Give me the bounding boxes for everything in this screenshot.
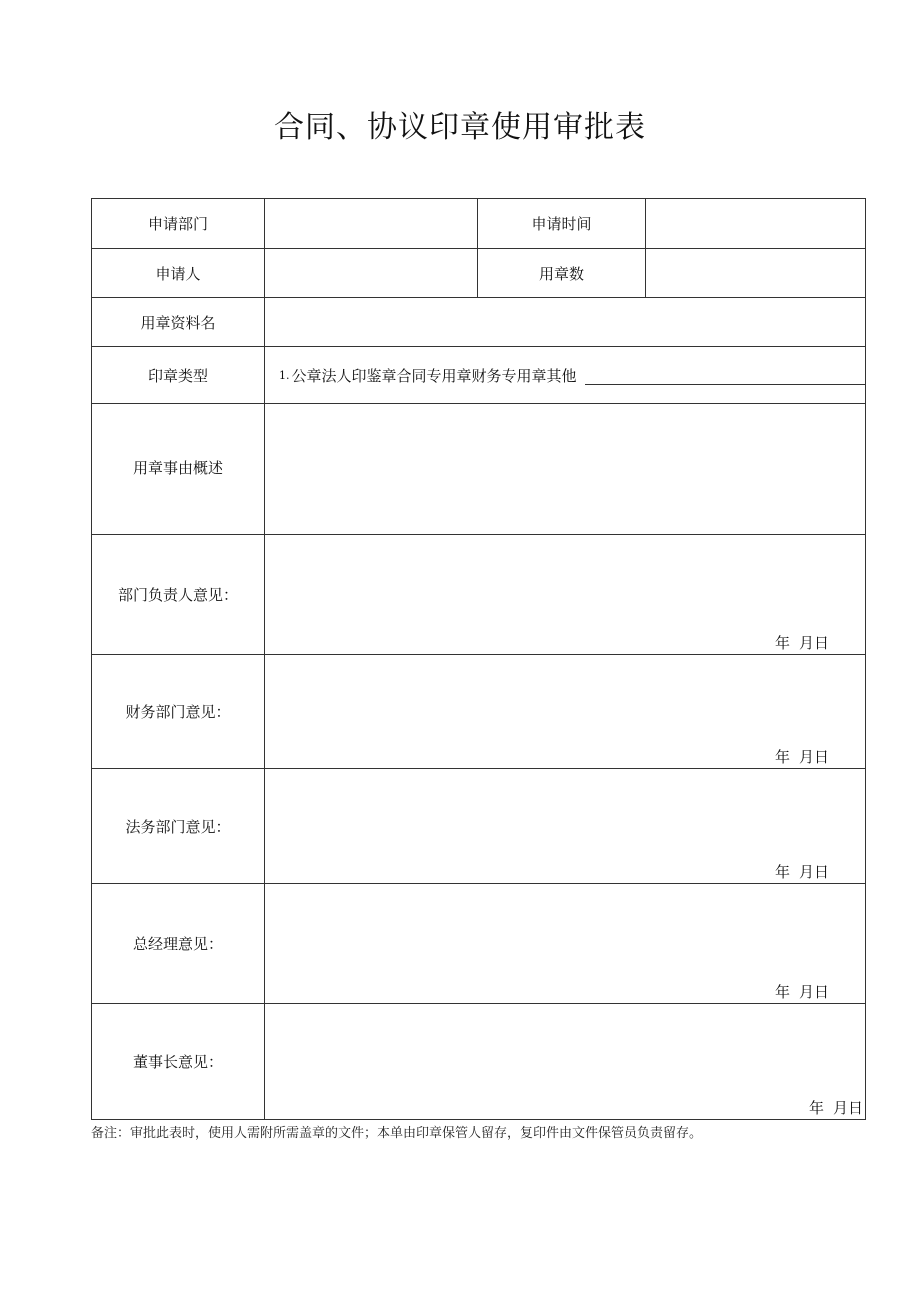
row-gm-opinion <box>92 884 866 1004</box>
apply-dept-field[interactable] <box>265 199 478 249</box>
dept-head-date: 年 月日 <box>774 634 829 652</box>
seal-count-field[interactable] <box>646 249 866 298</box>
apply-dept-label: 申请部门 <box>92 199 265 249</box>
row-apply-dept <box>92 199 866 249</box>
gm-date: 年 月日 <box>774 983 829 1001</box>
chairman-opinion-label: 董事长意见： <box>92 1004 265 1120</box>
legal-date: 年 月日 <box>774 863 829 881</box>
finance-date: 年 月日 <box>774 748 829 766</box>
gm-opinion-field[interactable] <box>265 884 866 1004</box>
document-title: 合同、协议印章使用审批表 <box>274 110 646 145</box>
row-finance-opinion <box>92 655 866 769</box>
reason-label: 用章事由概述 <box>92 404 265 535</box>
reason-field[interactable] <box>265 404 866 535</box>
applicant-field[interactable] <box>265 249 478 298</box>
row-material-name <box>92 298 866 347</box>
legal-opinion-label: 法务部门意见： <box>92 769 265 884</box>
apply-time-field[interactable] <box>646 199 866 249</box>
footer-note: 备注：审批此表时，使用人需附所需盖章的文件；本单由印章保管人留存，复印件由文件保管员负责留存。 <box>91 1126 703 1141</box>
row-dept-head-opinion <box>92 535 866 655</box>
seal-type-cell <box>265 347 866 404</box>
chairman-opinion-field[interactable] <box>265 1004 866 1120</box>
row-reason <box>92 404 866 535</box>
row-applicant <box>92 249 866 298</box>
seal-type-number: 1. <box>279 368 290 382</box>
chairman-date: 年 月日 <box>808 1099 863 1117</box>
legal-opinion-field[interactable] <box>265 769 866 884</box>
seal-count-label: 用章数 <box>478 249 646 298</box>
seal-type-other-blank[interactable] <box>585 366 865 385</box>
dept-head-opinion-field[interactable] <box>265 535 866 655</box>
finance-opinion-field[interactable] <box>265 655 866 769</box>
material-name-label: 用章资料名 <box>92 298 265 347</box>
apply-time-label: 申请时间 <box>478 199 646 249</box>
gm-opinion-label: 总经理意见： <box>92 884 265 1004</box>
dept-head-opinion-label: 部门负责人意见： <box>92 535 265 655</box>
material-name-field[interactable] <box>265 298 866 347</box>
row-legal-opinion <box>92 769 866 884</box>
seal-type-options[interactable]: 公章法人印鉴章合同专用章财务专用章其他 <box>291 366 577 385</box>
applicant-label: 申请人 <box>92 249 265 298</box>
approval-form-table <box>91 198 866 1120</box>
finance-opinion-label: 财务部门意见： <box>92 655 265 769</box>
seal-type-label: 印章类型 <box>92 347 265 404</box>
row-seal-type <box>92 347 866 404</box>
row-chairman-opinion <box>92 1004 866 1120</box>
